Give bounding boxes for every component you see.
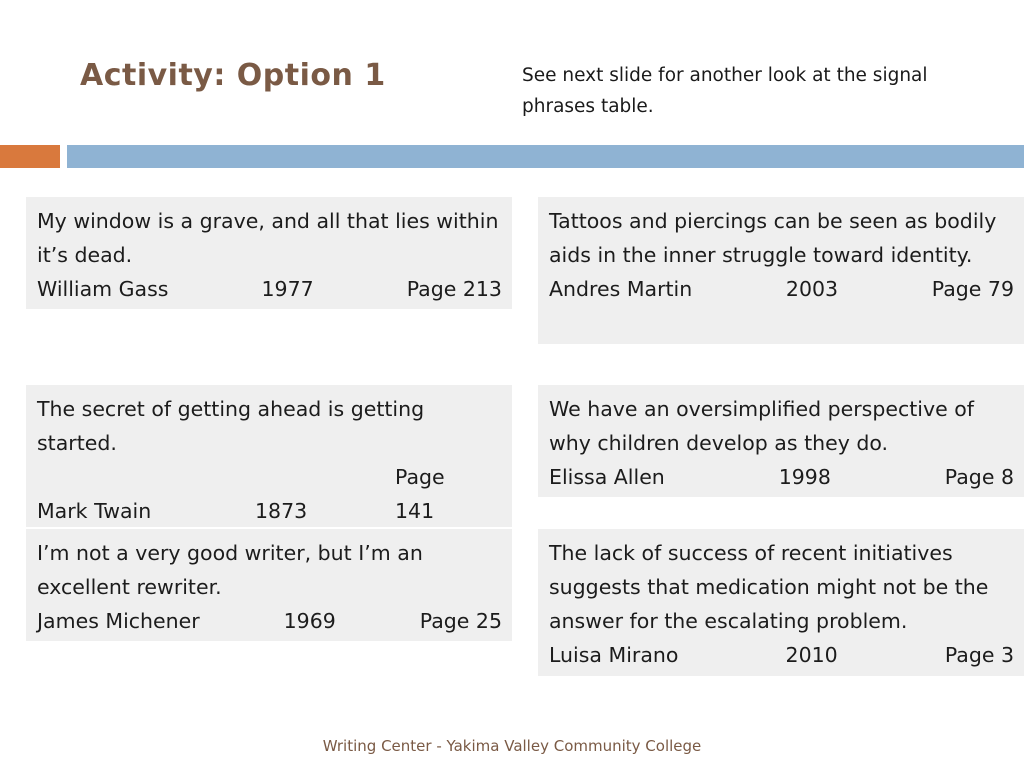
quote-author: William Gass xyxy=(37,277,169,301)
quote-year: 2010 xyxy=(785,643,838,667)
quote-year: 1977 xyxy=(261,277,314,301)
slide-note: See next slide for another look at the signal phrases table. xyxy=(522,65,928,117)
quote-text: We have an oversimplified perspective of why children develop as they do. xyxy=(549,397,974,455)
quote-author: James Michener xyxy=(37,609,200,633)
slide-title: Activity: Option 1 xyxy=(80,58,386,93)
quote-author: Luisa Mirano xyxy=(549,643,679,667)
quote-author: Mark Twain xyxy=(37,499,152,523)
quote-author: Andres Martin xyxy=(549,277,693,301)
quote-citation xyxy=(37,460,502,528)
quote-year: 2003 xyxy=(785,277,839,301)
quote-text: I’m not a very good writer, but I’m an excellent rewriter. xyxy=(37,541,423,599)
quote-page: Page 213 xyxy=(406,277,502,301)
quote-text: The secret of getting ahead is getting started. xyxy=(37,397,425,455)
quote-box-allen xyxy=(538,385,1024,497)
quote-author: Elissa Allen xyxy=(549,465,665,489)
quote-citation xyxy=(549,638,1014,672)
quote-text: Tattoos and piercings can be seen as bodily aids in the inner struggle toward identity. xyxy=(549,209,997,267)
quote-citation xyxy=(37,272,502,306)
quote-box-martin xyxy=(538,197,1024,344)
quote-page: Page 3 xyxy=(944,643,1014,667)
quote-box-gass xyxy=(26,197,512,309)
quote-citation xyxy=(549,460,1014,494)
quote-text: The lack of success of recent initiatives suggests that medication might not be the answer for the escalating problem. xyxy=(549,541,989,633)
quote-box-michener xyxy=(26,529,512,641)
accent-bar-blue xyxy=(67,145,1024,168)
quote-box-twain xyxy=(26,385,512,527)
quote-box-mirano xyxy=(538,529,1024,676)
slide-footer: Writing Center - Yakima Valley Community College xyxy=(322,737,702,755)
quote-year: 1998 xyxy=(778,465,831,489)
quote-page: Page 25 xyxy=(419,609,502,633)
quote-page: Page 79 xyxy=(931,277,1014,301)
quote-text: My window is a grave, and all that lies within it’s dead. xyxy=(37,209,499,267)
quote-page: Page 8 xyxy=(944,465,1014,489)
quote-year: 1969 xyxy=(283,609,336,633)
quote-year: 1873 xyxy=(255,499,308,523)
accent-bar-orange xyxy=(0,145,60,168)
quote-citation xyxy=(549,272,1014,306)
quote-page: Page 141 xyxy=(395,465,445,523)
quote-citation xyxy=(37,604,502,638)
